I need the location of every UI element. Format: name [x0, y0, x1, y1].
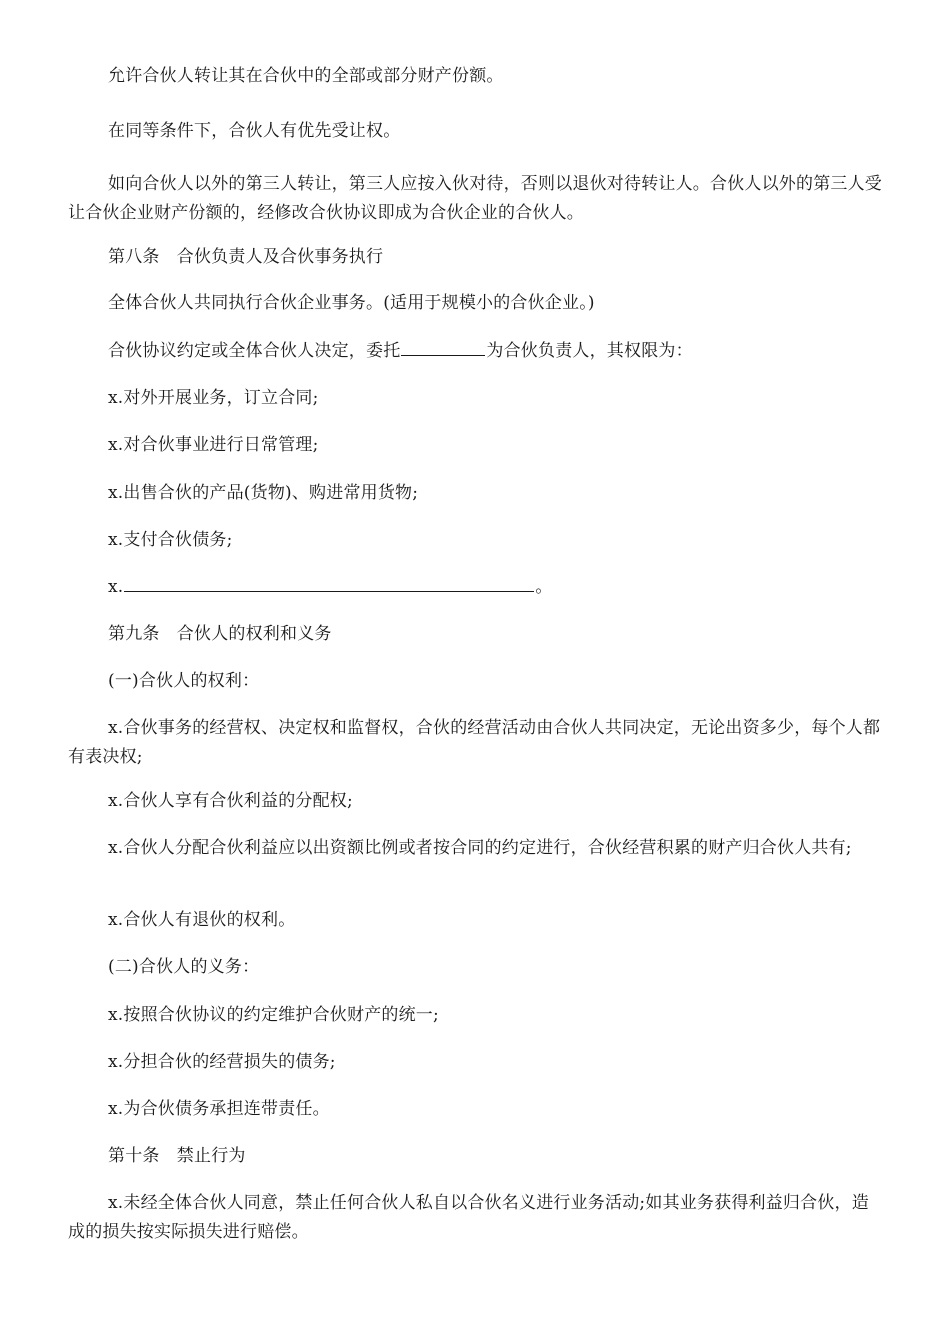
list-item-blank — [68, 573, 883, 602]
other-powers-blank — [124, 573, 534, 592]
blank-item-suffix: 。 — [535, 577, 553, 597]
right-item-withdrawal: x.合伙人有退伙的权利。 — [108, 910, 296, 930]
right-item-profit-sharing: x.合伙人分配合伙利益应以出资额比例或者按合同的约定进行，合伙经营积累的财产归合伙人共有; — [108, 838, 852, 858]
right-item-distribution: x.合伙人享有合伙利益的分配权; — [108, 791, 353, 811]
responsible-person-blank — [401, 337, 485, 356]
duty-item-liability: x.为合伙债务承担连带责任。 — [108, 1099, 330, 1119]
list-item-pay-debts: x.支付合伙债务; — [108, 530, 233, 550]
paragraph-joint-execution: 全体合伙人共同执行合伙企业事务。(适用于规模小的合伙企业。) — [108, 293, 595, 313]
list-item-sell-products: x.出售合伙的产品(货物)、购进常用货物; — [108, 483, 419, 503]
duty-item-losses: x.分担合伙的经营损失的债务; — [108, 1052, 336, 1072]
list-item-external-business: x.对外开展业务，订立合同; — [108, 388, 319, 408]
rights-heading: (一)合伙人的权利： — [108, 671, 260, 691]
duties-heading: (二)合伙人的义务： — [108, 957, 260, 977]
list-item-daily-management: x.对合伙事业进行日常管理; — [108, 435, 319, 455]
entrust-text-after: 为合伙负责人，其权限为： — [486, 341, 693, 361]
entrust-text-before: 合伙协议约定或全体合伙人决定，委托 — [108, 341, 401, 361]
article-9-title: 第九条 合伙人的权利和义务 — [108, 624, 332, 644]
paragraph-priority-right: 在同等条件下，合伙人有优先受让权。 — [108, 121, 401, 141]
paragraph-third-party-transfer: 如向合伙人以外的第三人转让，第三人应按入伙对待，否则以退伙对待转让人。合伙人以外的第三人受让合伙企业财产份额的，经修改合伙协议即成为合伙企业的合伙人。 — [68, 174, 882, 223]
duty-item-unity: x.按照合伙协议的约定维护合伙财产的统一; — [108, 1005, 439, 1025]
blank-item-prefix: x. — [108, 577, 124, 597]
paragraph-entrust-responsible — [68, 337, 883, 366]
right-item-management: x.合伙事务的经营权、决定权和监督权，合伙的经营活动由合伙人共同决定，无论出资多少，每个人都有表决权; — [68, 718, 881, 767]
article-10-title: 第十条 禁止行为 — [108, 1146, 246, 1166]
article-8-title: 第八条 合伙负责人及合伙事务执行 — [108, 247, 384, 267]
prohibited-item-unauthorized: x.未经全体合伙人同意，禁止任何合伙人私自以合伙名义进行业务活动;如其业务获得利益归合伙，造成的损失按实际损失进行赔偿。 — [68, 1193, 869, 1242]
paragraph-transfer-allowed: 允许合伙人转让其在合伙中的全部或部分财产份额。 — [108, 66, 504, 86]
